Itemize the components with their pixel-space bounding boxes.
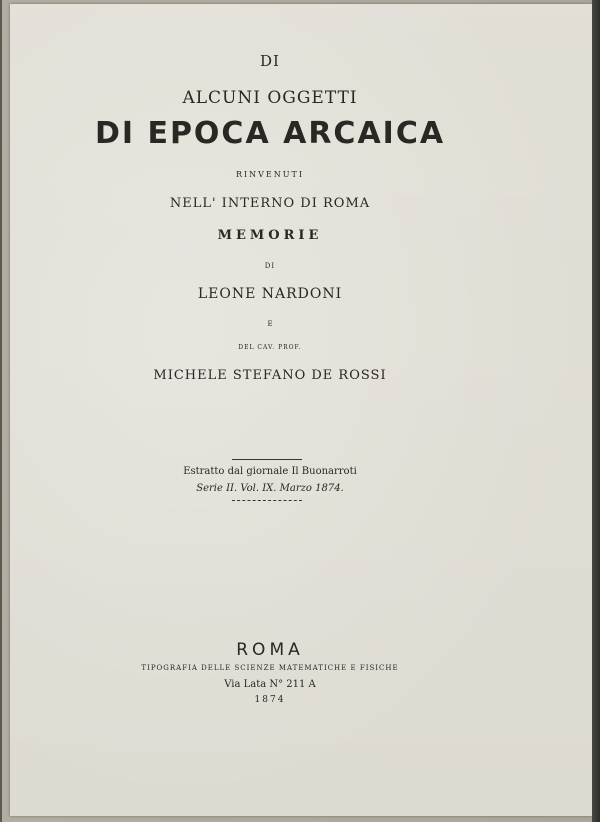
extract-note: Estratto dal giornale Il Buonarroti xyxy=(183,466,357,477)
title-di: DI xyxy=(260,52,280,70)
imprint-city: ROMA xyxy=(236,640,304,660)
conjunction-e: E xyxy=(267,320,273,328)
divider-top xyxy=(232,459,302,460)
title-interno-di-roma: NELL' INTERNO DI ROMA xyxy=(169,196,371,211)
title-alcuni-oggetti: ALCUNI OGGETTI xyxy=(182,88,358,108)
title-rinvenuti: RINVENUTI xyxy=(235,170,305,179)
imprint-address: Via Lata N° 211 A xyxy=(224,679,316,690)
author-title-prefix: DEL CAV. PROF. xyxy=(238,344,302,351)
author-second: MICHELE STEFANO DE ROSSI xyxy=(153,368,387,383)
title-main-heading: DI EPOCA ARCAICA xyxy=(94,116,446,151)
imprint-year: 1874 xyxy=(254,695,286,705)
background-edge xyxy=(592,0,600,822)
divider-bottom xyxy=(232,500,302,501)
author-first: LEONE NARDONI xyxy=(197,286,343,302)
imprint-printer: TIPOGRAFIA DELLE SCIENZE MATEMATICHE E FISICHE xyxy=(141,664,399,672)
title-di-second: DI xyxy=(264,262,276,270)
title-page xyxy=(10,4,592,816)
title-memorie: MEMORIE xyxy=(217,228,323,243)
series-note: Serie II. Vol. IX. Marzo 1874. xyxy=(196,483,344,494)
